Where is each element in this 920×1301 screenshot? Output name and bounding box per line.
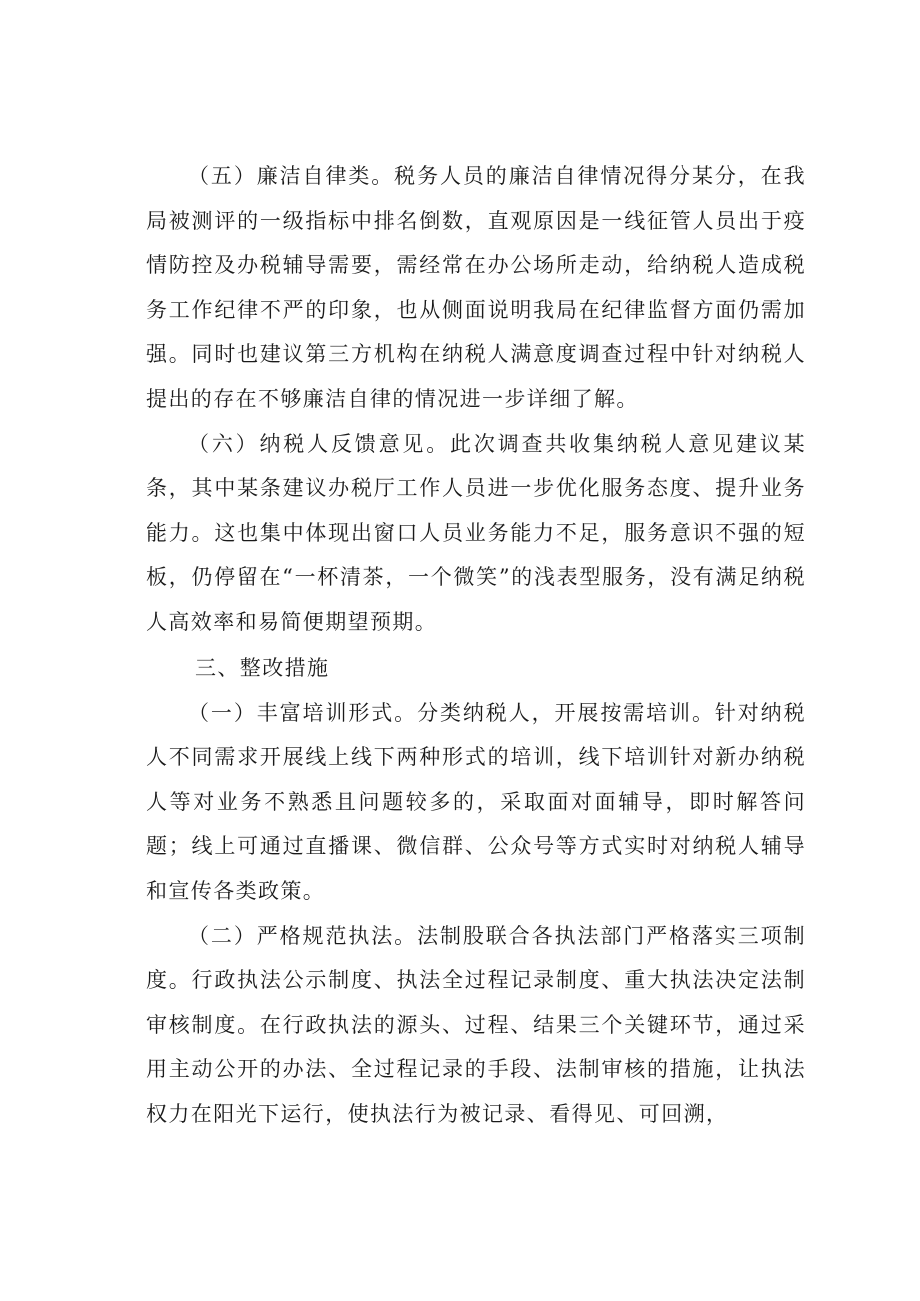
paragraph-standardize-enforcement: （二）严格规范执法。法制股联合各执法部门严格落实三项制度。行政执法公示制度、执法全过程记录制度、重大执法决定法制审核制度。在行政执法的源头、过程、结果三个关键环节，通过采用主动公开的办法、全过程记录的手段、法制审核的措施，让执法权力在阳光下运行，使执法行为被记录、看得见、可回溯， xyxy=(146,923,806,1126)
document-body xyxy=(146,154,806,1136)
paragraph-enrich-training: （一）丰富培训形式。分类纳税人，开展按需培训。针对纳税人不同需求开展线上线下两种形式的培训，线下培训针对新办纳税人等对业务不熟悉且问题较多的，采取面对面辅导，即时解答问题；线上可通过直播课、微信群、公众号等方式实时对纳税人辅导和宣传各类政策。 xyxy=(146,700,806,903)
paragraph-taxpayer-feedback: （六）纳税人反馈意见。此次调查共收集纳税人意见建议某条，其中某条建议办税厅工作人员进一步优化服务态度、提升业务能力。这也集中体现出窗口人员业务能力不足，服务意识不强的短板，仍停留在“一杯清茶，一个微笑”的浅表型服务，没有满足纳税人高效率和易简便期望预期。 xyxy=(146,431,806,634)
section-heading-rectification-measures: 三、整改措施 xyxy=(195,655,330,680)
paragraph-integrity-self-discipline: （五）廉洁自律类。税务人员的廉洁自律情况得分某分，在我局被测评的一级指标中排名倒数，直观原因是一线征管人员出于疫情防控及办税辅导需要，需经常在办公场所走动，给纳税人造成税务工作纪律不严的印象，也从侧面说明我局在纪律监督方面仍需加强。同时也建议第三方机构在纳税人满意度调查过程中针对纳税人提出的存在不够廉洁自律的情况进一步详细了解。 xyxy=(146,164,806,411)
